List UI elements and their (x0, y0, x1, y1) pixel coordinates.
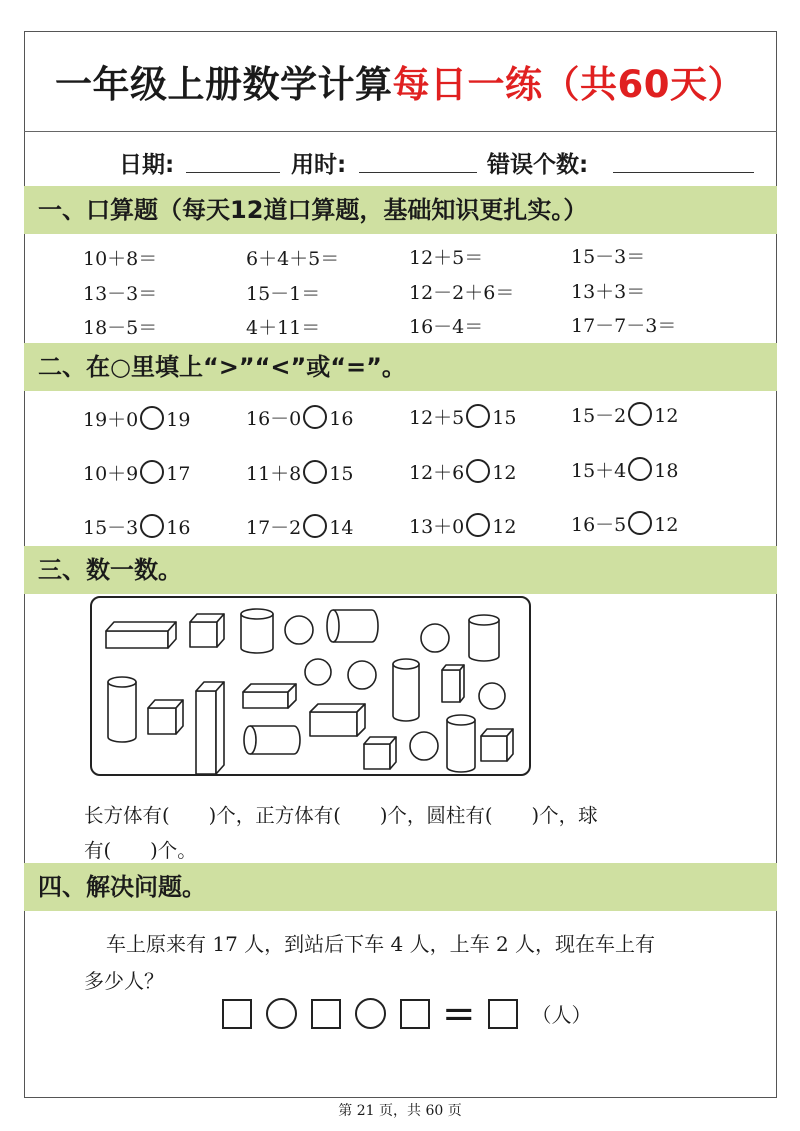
compare-item: 10＋9 17 (83, 459, 190, 487)
cylinder (447, 715, 475, 772)
cylinder (241, 609, 273, 653)
time-blank[interactable] (359, 172, 477, 173)
date-label: 日期: (119, 152, 175, 178)
compare-circle[interactable] (303, 514, 327, 538)
title-red: 每日一练（共60天） (392, 63, 745, 106)
compare-circle[interactable] (466, 513, 490, 537)
cube (148, 700, 183, 734)
problem-line2: 多少人？ (84, 969, 164, 993)
section-count-header: 三、数一数。 (24, 546, 777, 594)
compare-item: 12＋6 12 (409, 458, 516, 486)
oral-item: 15－3＝ (571, 246, 646, 268)
title-black: 一年级上册数学计算 (55, 63, 393, 106)
ball (479, 683, 505, 709)
section-oral-header: 一、口算题（每天12道口算题，基础知识更扎实。） (24, 186, 777, 234)
cylinder (327, 610, 378, 642)
compare-item: 15－3 16 (83, 513, 190, 541)
compare-circle[interactable] (466, 404, 490, 428)
oral-item: 13－3＝ (83, 283, 158, 305)
ball (348, 661, 376, 689)
compare-circle[interactable] (628, 402, 652, 426)
cuboid (243, 684, 296, 708)
oral-item: 12＋5＝ (409, 247, 484, 269)
compare-item: 17－2 14 (246, 513, 353, 541)
compare-circle[interactable] (628, 457, 652, 481)
cube (190, 614, 224, 647)
oral-item: 10＋8＝ (83, 248, 158, 270)
oral-item: 17－7－3＝ (571, 315, 677, 337)
ball (410, 732, 438, 760)
cube (364, 737, 396, 769)
section-problem-header: 四、解决问题。 (24, 863, 777, 911)
oral-item: 16－4＝ (409, 316, 484, 338)
cylinder (393, 659, 419, 721)
page-footer: 第 21 页，共 60 页 (338, 1103, 462, 1119)
answer-square[interactable] (400, 999, 430, 1029)
shapes-figure (92, 598, 533, 778)
errors-blank[interactable] (613, 172, 754, 173)
compare-item: 16－0 16 (246, 404, 353, 432)
cuboid (310, 704, 365, 736)
section-compare-header: 二、在○里填上“>”“<”或“=”。 (24, 343, 777, 391)
cube (442, 665, 464, 702)
cylinder (469, 615, 499, 661)
cylinder (108, 677, 136, 742)
compare-item: 11＋8 15 (246, 459, 353, 487)
count-question-line1: 长方体有( )个，正方体有( )个，圆柱有( )个，球 (84, 804, 598, 827)
oral-item: 18－5＝ (83, 317, 158, 339)
answer-square[interactable] (222, 999, 252, 1029)
time-label: 用时: (291, 152, 347, 178)
answer-circle[interactable] (266, 998, 297, 1029)
compare-circle[interactable] (140, 514, 164, 538)
compare-circle[interactable] (628, 511, 652, 535)
answer-square[interactable] (488, 999, 518, 1029)
shapes-figure-box (90, 596, 531, 776)
oral-item: 15－1＝ (246, 283, 321, 305)
oral-item: 13＋3＝ (571, 281, 646, 303)
ball (285, 616, 313, 644)
compare-item: 12＋5 15 (409, 403, 516, 431)
date-blank[interactable] (186, 172, 280, 173)
compare-circle[interactable] (140, 460, 164, 484)
compare-circle[interactable] (303, 405, 327, 429)
compare-circle[interactable] (303, 460, 327, 484)
errors-label: 错误个数: (487, 152, 589, 178)
ball (305, 659, 331, 685)
oral-item: 12－2＋6＝ (409, 282, 515, 304)
cuboid (196, 682, 224, 774)
ball (421, 624, 449, 652)
cuboid (106, 622, 176, 648)
compare-item: 19＋0 19 (83, 405, 190, 433)
compare-item: 15－2 12 (571, 401, 678, 429)
cube (481, 729, 513, 761)
count-question-line2: 有( )个。 (84, 839, 197, 862)
cylinder (244, 726, 300, 754)
answer-equation (214, 990, 592, 1037)
compare-circle[interactable] (466, 459, 490, 483)
oral-item: 6＋4＋5＝ (246, 248, 340, 270)
answer-unit: （人） (531, 1003, 592, 1027)
answer-square[interactable] (311, 999, 341, 1029)
title-divider (24, 131, 777, 132)
compare-circle[interactable] (140, 406, 164, 430)
equals-sign: = (442, 990, 476, 1037)
compare-item: 13＋0 12 (409, 512, 516, 540)
answer-circle[interactable] (355, 998, 386, 1029)
page-title (0, 54, 800, 108)
compare-item: 15＋4 18 (571, 456, 678, 484)
problem-line1: 车上原来有 17 人，到站后下车 4 人，上车 2 人，现在车上有 (106, 932, 656, 956)
oral-item: 4＋11＝ (246, 317, 321, 339)
compare-item: 16－5 12 (571, 510, 678, 538)
info-row (0, 142, 800, 178)
